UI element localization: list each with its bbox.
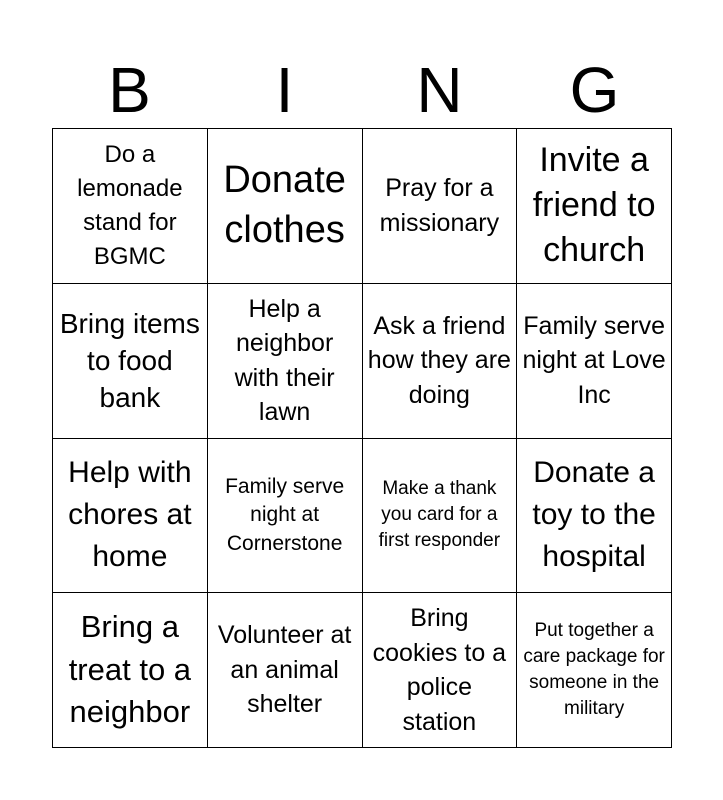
cell-text: Bring cookies to a police station — [372, 604, 507, 736]
cell-text: Bring items to food bank — [59, 307, 200, 414]
cell-text: Help a neighbor with their lawn — [234, 294, 335, 427]
header-letter-g: G — [569, 54, 620, 126]
bingo-cell[interactable] — [517, 129, 672, 284]
cell-text: Help with chores at home — [68, 456, 192, 574]
header-letter-n: N — [416, 54, 463, 126]
bingo-cell[interactable] — [363, 129, 518, 284]
bingo-cell[interactable] — [208, 129, 363, 284]
cell-text: Ask a friend how they are doing — [367, 311, 511, 409]
cell-text: Make a thank you card for a first responder — [378, 478, 501, 552]
bingo-cell[interactable] — [363, 284, 518, 439]
cell-text: Donate a toy to the hospital — [532, 456, 656, 574]
bingo-cell[interactable] — [517, 593, 672, 748]
bingo-cell[interactable] — [363, 439, 518, 594]
cell-text: Family serve night at Love Inc — [522, 311, 666, 409]
bingo-cell[interactable] — [53, 284, 208, 439]
bingo-cell[interactable] — [517, 439, 672, 594]
cell-text: Invite a friend to church — [532, 141, 656, 270]
bingo-cell[interactable] — [53, 129, 208, 284]
cell-text: Pray for a missionary — [379, 174, 500, 237]
bingo-cell[interactable] — [363, 593, 518, 748]
cell-text: Do a lemonade stand for BGMC — [77, 140, 183, 270]
cell-text: Volunteer at an animal shelter — [217, 621, 352, 719]
bingo-header — [52, 52, 672, 128]
bingo-grid — [52, 128, 672, 748]
bingo-cell[interactable] — [53, 593, 208, 748]
bingo-cell[interactable] — [208, 593, 363, 748]
bingo-cell[interactable] — [53, 439, 208, 594]
cell-text: Donate clothes — [223, 159, 346, 251]
bingo-cell[interactable] — [208, 439, 363, 594]
header-letter-b: B — [108, 54, 151, 126]
cell-text: Family serve night at Cornerstone — [225, 474, 345, 555]
cell-text: Put together a care package for someone in the military — [523, 619, 665, 720]
header-letter-i: I — [275, 54, 294, 126]
bingo-cell[interactable] — [517, 284, 672, 439]
cell-text: Bring a treat to a neighbor — [68, 609, 192, 730]
bingo-cell[interactable] — [208, 284, 363, 439]
